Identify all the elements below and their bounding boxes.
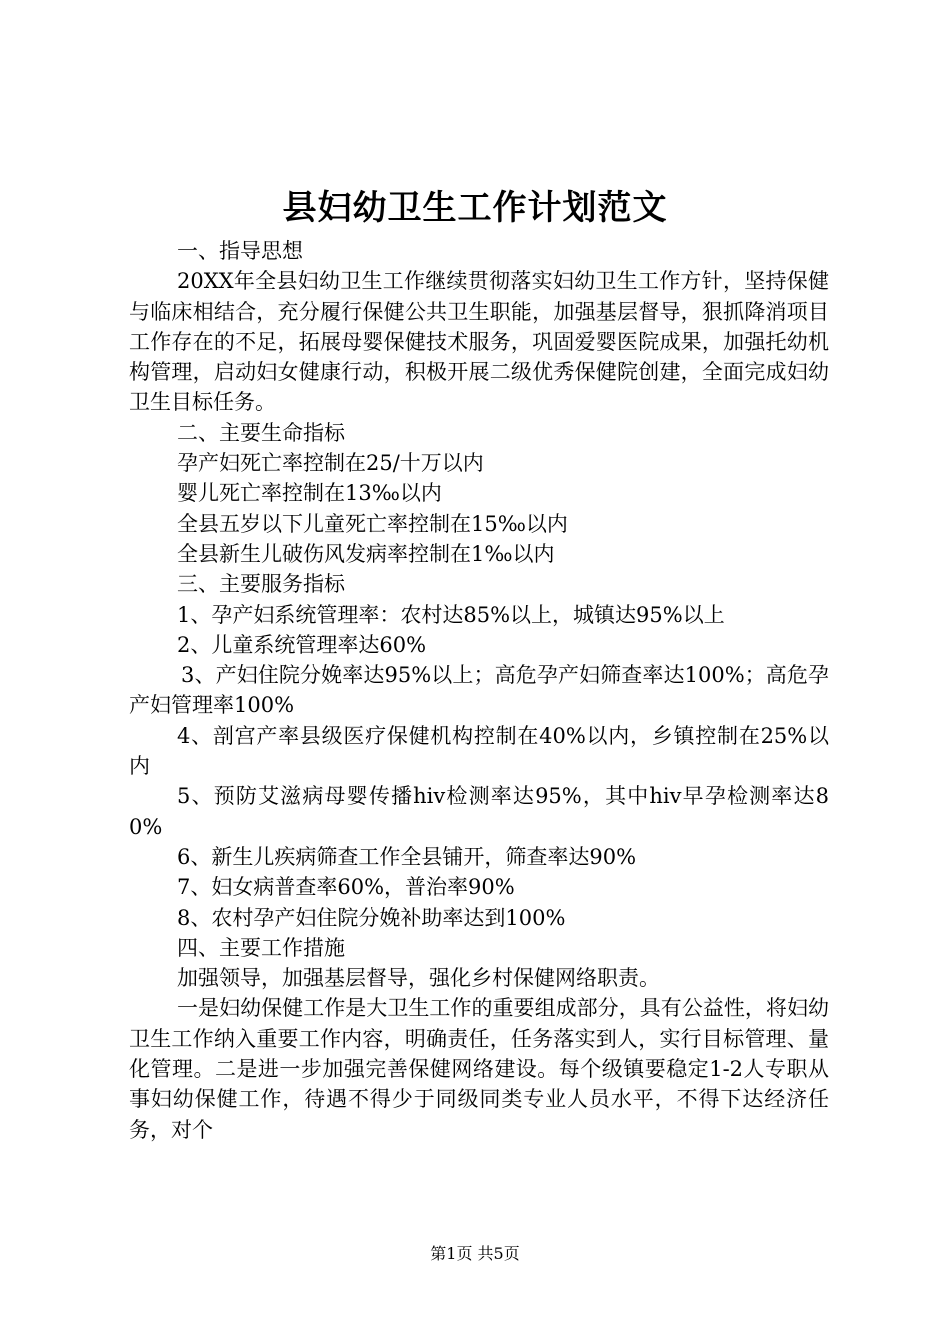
section-heading-service-indicators: 三、主要服务指标 <box>177 572 345 597</box>
indicator-item: 全县新生儿破伤风发病率控制在1‰以内 <box>177 541 555 566</box>
indicator-item: 孕产妇死亡率控制在25/十万以内 <box>177 451 484 476</box>
service-indicator-item: 5、预防艾滋病母婴传播hiv检测率达95%，其中hiv早孕检测率达80% <box>129 784 829 839</box>
service-indicator-item: 4、剖宫产率县级医疗保健机构控制在40%以内，乡镇控制在25%以内 <box>129 723 829 779</box>
document-body <box>129 236 829 1145</box>
section-heading-guiding-ideology: 一、指导思想 <box>177 239 303 263</box>
paragraph-measures-detail: 一是妇幼保健工作是大卫生工作的重要组成部分，具有公益性，将妇幼卫生工作纳入重要工作内容，明确责任，任务落实到人，实行目标管理、量化管理。二是进一步加强完善保健网络建设。每个级镇要稳定1-2人专职从事妇幼保健工作，待遇不得少于同级同类专业人员水平，不得下达经济任务，对个 <box>129 996 829 1142</box>
service-indicator-item: 3、产妇住院分娩率达95%以上；高危孕产妇筛查率达100%；高危孕产妇管理率100% <box>129 663 829 718</box>
service-indicator-item: 1、孕产妇系统管理率：农村达85%以上，城镇达95%以上 <box>177 602 725 627</box>
indicator-item: 全县五岁以下儿童死亡率控制在15‰以内 <box>177 511 568 536</box>
service-indicator-item: 6、新生儿疾病筛查工作全县铺开，筛查率达90% <box>177 844 637 869</box>
document-title: 县妇幼卫生工作计划范文 <box>282 188 668 228</box>
service-indicator-item: 7、妇女病普查率60%，普治率90% <box>177 875 515 900</box>
service-indicator-item: 8、农村孕产妇住院分娩补助率达到100% <box>177 905 566 930</box>
indicator-item: 婴儿死亡率控制在13‰以内 <box>177 481 442 506</box>
section-heading-work-measures: 四、主要工作措施 <box>177 935 345 960</box>
page-footer: 第1页 共5页 <box>430 1244 520 1263</box>
paragraph-guiding-ideology: 20XX年全县妇幼卫生工作继续贯彻落实妇幼卫生工作方针，坚持保健与临床相结合，充分履行保健公共卫生职能，加强基层督导，狠抓降消项目工作存在的不足，拓展母婴保健技术服务，巩固爱婴医院成果，加强托幼机构管理，启动妇女健康行动，积极开展二级优秀保健院创建，全面完成妇幼卫生目标任务。 <box>129 269 829 415</box>
section-heading-vital-indicators: 二、主要生命指标 <box>177 420 345 445</box>
paragraph-measures-lead: 加强领导，加强基层督导，强化乡村保健网络职责。 <box>177 966 660 991</box>
service-indicator-item: 2、儿童系统管理率达60% <box>177 632 427 657</box>
